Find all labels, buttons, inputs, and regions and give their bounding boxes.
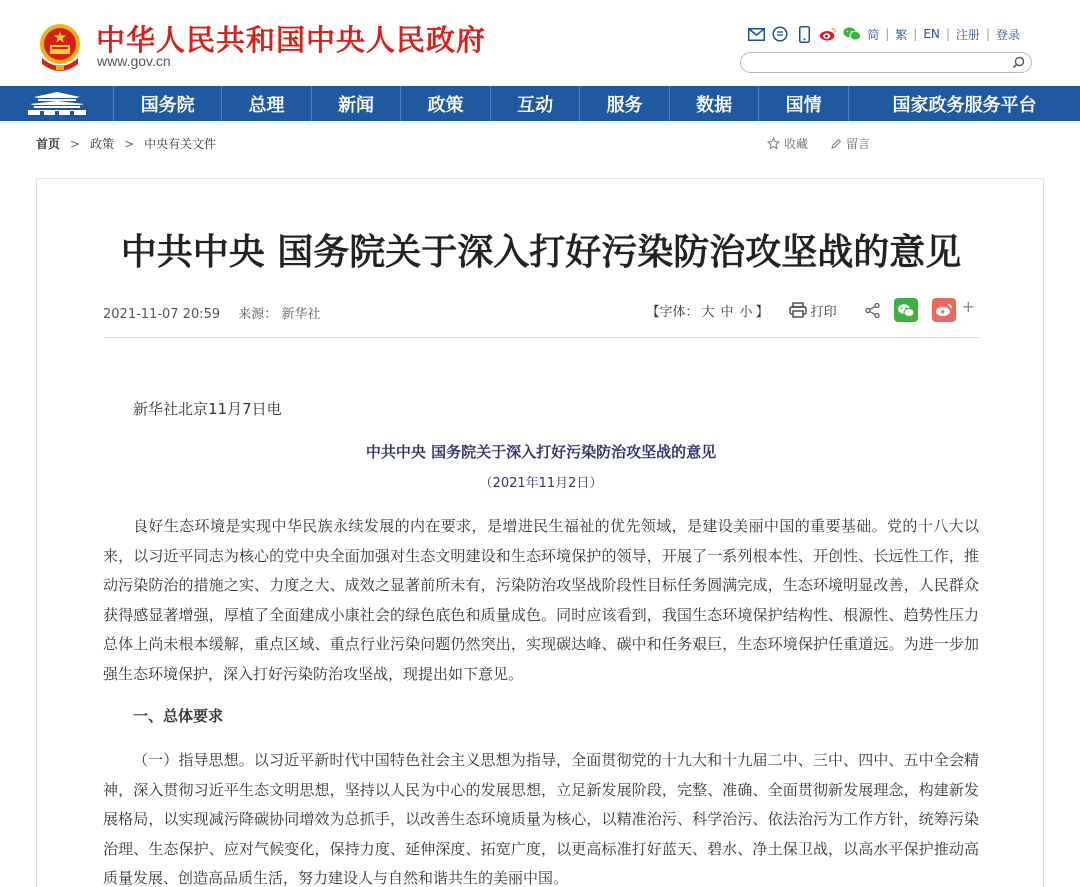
font-medium-button[interactable]: 中 — [720, 304, 734, 320]
main-nav — [0, 86, 1080, 121]
dateline: 新华社北京11月7日电 — [133, 400, 282, 418]
chevron-right-icon: > — [70, 136, 81, 151]
paragraph-intro: 良好生态环境是实现中华民族永续发展的内在要求，是增进民生福祉的优先领域，是建设美丽中国的重要基础。党的十八大以来，以习近平同志为核心的党中央全面加强对生态文明建设和生态环境保护的领导，开展了一系列根本性、开创性、长远性工作，推动污染防治的措施之实、力度之大、成效之显著前所未有，污染防治攻坚战阶段性目标任务圆满完成，生态环境明显改善，人民群众获得感显著增强，厚植了全面建成小康社会的绿色底色和质量成色。同时应该看到，我国生态环境保护结构性、根源性、趋势性压力总体上尚未根本缓解，重点区域、重点行业污染问题仍然突出，实现碳达峰、碳中和任务艰巨，生态环境保护任重道远。为进一步加强生态环境保护，深入打好污染防治攻坚战，现提出如下意见。 — [103, 517, 979, 683]
separator: | — [913, 27, 918, 41]
nav-item-service[interactable]: 服务 — [580, 86, 670, 121]
message-icon[interactable] — [771, 25, 789, 43]
print-button[interactable] — [789, 301, 837, 320]
divider — [103, 337, 979, 338]
pencil-icon[interactable] — [830, 138, 842, 150]
paragraph-guiding-thought: （一）指导思想。以习近平新时代中国特色社会主义思想为指导，全面贯彻党的十九大和十九届二中、三中、四中、五中全会精神，深入贯彻习近平生态文明思想，坚持以人民为中心的发展思想，立足新发展阶段，完整、准确、全面贯彻新发展理念，构建新发展格局，以实现减污降碳协同增效为总抓手，以改善生态环境质量为核心，以精准治污、科学治污、依法治污为工作方针，统筹污染治理、生态保护、应对气候变化，保持力度、延伸深度、拓宽广度，以更高标准打好蓝天、碧水、净土保卫战，以高水平保护推动高质量发展、创造高品质生活，努力建设人与自然和谐共生的美丽中国。 — [103, 751, 979, 887]
national-emblem-icon[interactable] — [36, 22, 84, 72]
nav-item-interaction[interactable]: 互动 — [491, 86, 581, 121]
document-date: （2021年11月2日） — [479, 476, 603, 491]
search-box[interactable] — [740, 52, 1032, 73]
link-register[interactable]: 注册 — [955, 27, 980, 42]
breadcrumb-policy[interactable]: 政策 — [90, 137, 115, 151]
font-size-label: 【字体： — [646, 304, 699, 320]
mobile-icon[interactable] — [795, 25, 813, 43]
weibo-icon[interactable] — [819, 25, 837, 43]
site-header — [0, 0, 1080, 86]
font-large-button[interactable]: 大 — [701, 304, 715, 320]
link-login[interactable]: 登录 — [995, 27, 1020, 42]
share-weibo-icon[interactable] — [932, 298, 956, 322]
nav-item-premier[interactable]: 总理 — [222, 86, 312, 121]
article-container — [36, 178, 1044, 887]
breadcrumb-central-docs[interactable]: 中央有关文件 — [144, 137, 217, 151]
chevron-right-icon: > — [124, 136, 135, 151]
publish-date: 2021-11-07 20:59 — [103, 307, 221, 322]
nav-item-data[interactable]: 数据 — [670, 86, 760, 121]
comment-button[interactable]: 留言 — [845, 137, 870, 151]
font-small-button[interactable]: 小 — [739, 304, 753, 320]
section-heading: 一、总体要求 — [133, 707, 224, 725]
nav-home[interactable] — [0, 86, 114, 121]
collect-button[interactable]: 收藏 — [783, 137, 808, 151]
font-size-control — [647, 301, 769, 320]
top-links — [747, 24, 1020, 44]
article-title: 中共中央 国务院关于深入打好污染防治攻坚战的意见 — [120, 232, 962, 273]
separator: | — [985, 27, 990, 41]
font-size-bracket: 】 — [755, 304, 769, 320]
search-icon[interactable] — [1012, 56, 1025, 69]
breadcrumb — [36, 135, 216, 152]
nav-item-news[interactable]: 新闻 — [312, 86, 402, 121]
article-meta — [103, 303, 320, 322]
nav-item-policy[interactable]: 政策 — [401, 86, 491, 121]
link-traditional[interactable]: 繁 — [895, 27, 908, 42]
mail-icon[interactable] — [747, 25, 765, 43]
link-english[interactable]: EN — [923, 27, 940, 41]
link-simplified[interactable]: 简 — [867, 27, 880, 42]
page-actions — [767, 135, 870, 152]
nav-item-gov-service-platform[interactable]: 国家政务服务平台 — [892, 94, 1037, 116]
separator: | — [945, 27, 950, 41]
share-icon[interactable] — [865, 303, 880, 318]
site-domain: www.gov.cn — [97, 53, 171, 69]
more-share-icon[interactable]: + — [961, 296, 975, 316]
search-input[interactable] — [753, 55, 1003, 70]
tiananmen-icon[interactable] — [26, 91, 88, 117]
site-title[interactable]: 中华人民共和国中央人民政府 — [96, 23, 487, 57]
separator: | — [885, 27, 890, 41]
printer-icon[interactable] — [789, 302, 807, 318]
star-icon[interactable] — [767, 137, 780, 150]
article-tools — [647, 297, 976, 323]
wechat-icon[interactable] — [843, 25, 861, 43]
print-label: 打印 — [810, 304, 837, 320]
source-label: 来源： — [238, 307, 278, 322]
document-subtitle: 中共中央 国务院关于深入打好污染防治攻坚战的意见 — [365, 443, 717, 461]
breadcrumb-home[interactable]: 首页 — [36, 137, 61, 151]
source-name: 新华社 — [281, 307, 321, 322]
nav-item-national-info[interactable]: 国情 — [759, 86, 849, 121]
nav-item-state-council[interactable]: 国务院 — [114, 86, 222, 121]
share-wechat-icon[interactable] — [894, 298, 918, 322]
